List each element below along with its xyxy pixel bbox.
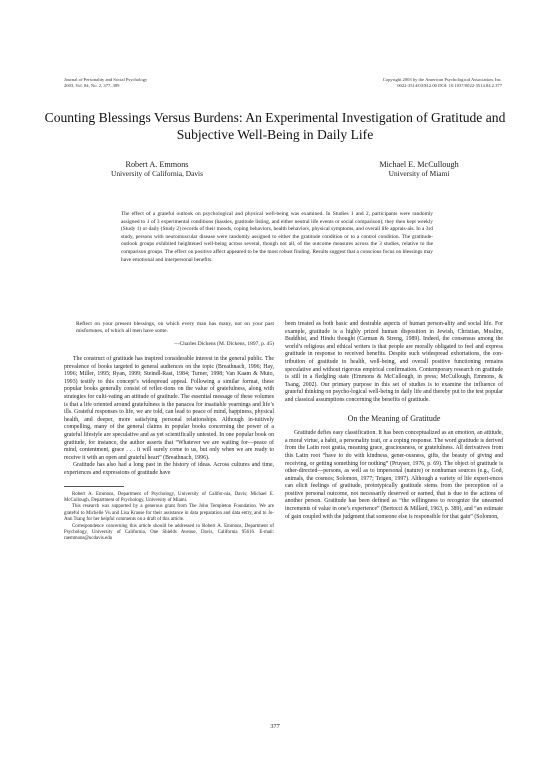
doi-line: 0022-3514/03/$12.00 DOI: 10.1037/0022-3514.84.2.377 <box>397 82 502 88</box>
footnote-divider <box>64 486 124 487</box>
journal-name: Journal of Personality and Social Psychology <box>64 77 148 82</box>
author-affiliation: University of California, Davis <box>111 169 203 178</box>
copyright-line: Copyright 2003 by the American Psychological Association, Inc. <box>382 77 502 82</box>
body-paragraph: The construct of gratitude has inspired considerable interest in the general public. The prevalence of books targeted to general audiences on the topic (Breathnach, 1996; Hay, 1996; Miller, 1995; Ryan, 1999; Steindl-Rast, 1984; Turner, 1998; Van Kaam & Muto, 1993) testify to this concept’s widespread appeal. Following a similar format, these popular books generally consist of reflec-tions on the value of gratefulness, along with strategies for culti-vating an attitude of gratitude. The essential message of these volumes is that a life oriented around gratefulness is the panacea for insatiable yearnings and life’s ills. Grateful responses to life, we are told, can lead to peace of mind, happiness, physical health, and deeper, more satisfying personal relationships. Although in-tuitively compelling, many of the general claims in popular books concerning the power of a grateful lifestyle are speculative and as yet scientifically untested. In one popular book on gratitude, for instance, the author asserts that “Whatever we are waiting for—peace of mind, contentment, grace . . . it will surely come to us, but only when we are ready to receive it with an open and grateful heart” (Breathnach, 1996). <box>64 356 274 461</box>
author-name: Michael E. McCullough <box>379 160 459 169</box>
epigraph: Reflect on your present blessings, on which every man has many, not on your past misfortunes, of which all men have some. <box>76 321 274 334</box>
body-paragraph: been treated as both basic and desirable aspects of human person-ality and social life. For example, gratitude is a highly prized human disposition in Jewish, Christian, Muslim, Buddhist, and Hindu thought (Carman & Streng, 1989). Indeed, the consensus among the world’s religious and ethical writers is that people are morally obligated to feel and express gratitude in response to received benefits. Despite such widespread exhortations, the con-tribution of gratitude to health, well-being, and overall positive functioning remains speculative and without rigorous empirical confirmation. Contemporary research on gratitude is still in a fledgling state (Emmons & McCullough, in press; McCullough, Emmons, & Tsang, 2002). Our primary purpose in this set of studies is to examine the influence of grateful thinking on psycho-logical well-being in daily life and thereby put to the test popular and classical assumptions concerning the benefits of gratitude. <box>285 321 503 403</box>
footnote-acknowledgments: This research was supported by a generous grant from The John Templeton Foundation. We are grateful to Michelle Vu and Lisa Krause for their assistance in data preparation and data entry, and to Jo-Ann Tsang for her helpful comments on a draft of this article. <box>64 504 274 523</box>
left-column <box>64 321 274 543</box>
article-title: Counting Blessings Versus Burdens: An Experimental Investigation of Gratitude and Subjective Well-Being in Daily Life <box>44 110 506 142</box>
author-block-1 <box>92 160 222 178</box>
section-heading: On the Meaning of Gratitude <box>347 413 441 423</box>
journal-header-left <box>64 77 147 88</box>
body-paragraph: Gratitude defies easy classification. It has been conceptualized as an emotion, an attitude, a moral virtue, a habit, a personality trait, or a coping response. The word gratitude is derived from the Latin root gratia, meaning grace, graciousness, or gratefulness. All derivatives from this Latin root “have to do with kindness, gener-ousness, gifts, the beauty of giving and receiving, or getting something for nothing” (Pruyser, 1976, p. 69). The object of gratitude is other-directed—persons, as well as to impersonal (nature) or nonhuman sources (e.g., God, animals, the cosmos; Solomon, 1977; Teigen, 1997). Although a variety of life experi-ences can elicit feelings of gratitude, prototypically gratitude stems from the perception of a positive personal outcome, not necessarily deserved or earned, that is due to the actions of another person. Gratitude has been defined as “the willingness to recognize the unearned increments of value in one’s experience” (Bertocci & Millard, 1963, p. 389), and “an estimate of gain coupled with the judgment that someone else is responsible for that gain” (Solomon, <box>285 430 503 520</box>
epigraph-source: —Charles Dickens (M. Dickens, 1897, p. 45) <box>174 341 274 347</box>
author-name: Robert A. Emmons <box>125 160 189 169</box>
body-paragraph: Gratitude has also had a long past in the history of ideas. Across cultures and time, experiences and expressions of gratitude have <box>64 462 274 476</box>
right-column <box>285 321 503 521</box>
footnote-correspondence: Correspondence concerning this article should be addressed to Robert A. Emmons, Department of Psychology, University of California, One Shields Avenue, Davis, California 95616. E-mail: raemmons@ucdavis.edu <box>64 523 274 542</box>
journal-volume: 2003, Vol. 84, No. 2, 377–389 <box>64 82 120 88</box>
footnote-affiliations: Robert A. Emmons, Department of Psychology, University of Califor-nia, Davis; Michael E. McCullough, Department of Psychology, University of Miami. <box>64 491 274 503</box>
author-affiliation: University of Miami <box>388 169 450 178</box>
abstract: The effect of a grateful outlook on psychological and physical well-being was examined. In Studies 1 and 2, participants were randomly assigned to 1 of 3 experimental conditions (hassles, gratitude listing, and either neutral life events or social comparison); they then kept weekly (Study 1) or daily (Study 2) records of their moods, coping behaviors, health behaviors, physical symptoms, and overall life apprais-als. In a 3rd study, persons with neuromuscular disease were randomly assigned to either the gratitude condition or to a control condition. The gratitude-outlook groups exhibited heightened well-being across several, though not all, of the outcome measures across the 3 studies, relative to the comparison groups. The effect on positive affect appeared to be the most robust finding. Results suggest that a conscious focus on blessings may have emotional and interpersonal benefits. <box>121 211 433 263</box>
author-block-2 <box>334 160 504 178</box>
journal-header-right <box>383 77 502 88</box>
page-number: 377 <box>270 723 280 730</box>
